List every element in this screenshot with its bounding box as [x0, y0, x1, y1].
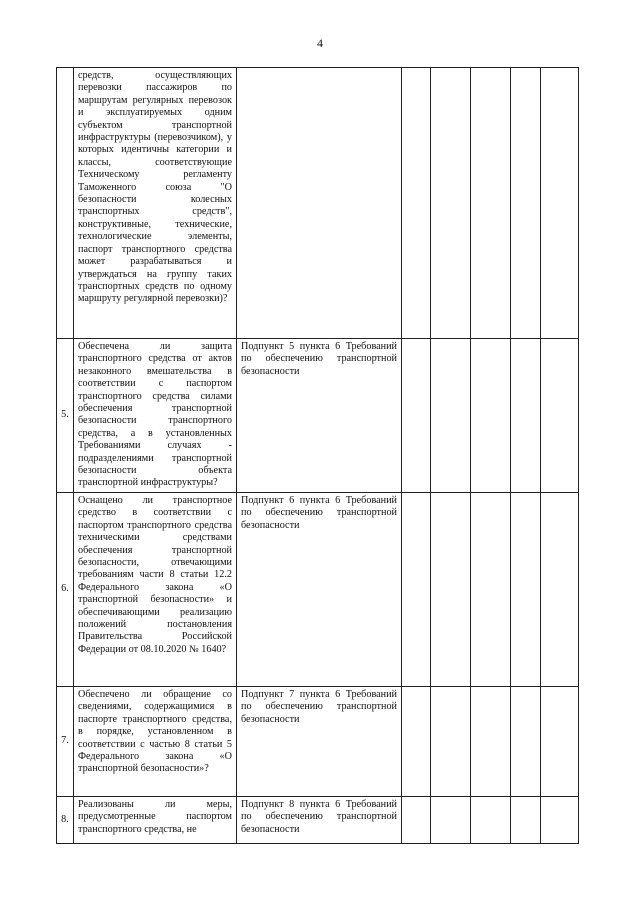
table-row: [57, 492, 579, 686]
table-cell: [431, 686, 471, 796]
table-cell: [541, 339, 579, 493]
table-cell: [402, 492, 431, 686]
table-cell: [402, 686, 431, 796]
table-row: [57, 686, 579, 796]
table-cell: [471, 492, 511, 686]
row-question: Обеспечена ли защита транспортного средства от актов незаконного вмешательства в соответствии с паспортом транспортного средства силами обеспечения транспортной безопасности транспортного средства, а в установленных Требованиями случаях - подразделениями транспортной безопасности объекта транспортной инфраструктуры?: [74, 339, 237, 493]
row-basis: Подпункт 8 пункта 6 Требований по обеспечению транспортной безопасности: [237, 796, 402, 843]
table-cell: [541, 68, 579, 339]
table-cell: [541, 796, 579, 843]
page-number: 4: [317, 36, 323, 50]
row-question: средств, осуществляющих перевозки пассажиров по маршрутам регулярных перевозок и эксплуатируемых одним субъектом транспортной инфраструктуры (перевозчиком), у которых идентичны категории и классы, соответствующие Техническому регламенту Таможенного союза "О безопасности колесных транспортных средств", конструктивные, технические, технологические элементы, паспорт транспортного средства может разрабатываться и утверждаться на группу таких транспортных средств по одному маршруту регулярной перевозки)?: [74, 68, 237, 339]
table-cell: [511, 686, 541, 796]
table-cell: [431, 492, 471, 686]
table-row: [57, 796, 579, 843]
row-basis: [237, 68, 402, 339]
row-question: Оснащено ли транспортное средство в соответствии с паспортом транспортного средства техническими средствами обеспечения транспортной безопасности, отвечающими требованиям части 8 статьи 12.2 Федерального закона «О транспортной безопасности» и обеспечивающими реализацию положений постановления Правительства Российской Федерации от 08.10.2020 № 1640?: [74, 492, 237, 686]
table-cell: [511, 339, 541, 493]
row-basis: Подпункт 7 пункта 6 Требований по обеспечению транспортной безопасности: [237, 686, 402, 796]
table-cell: [541, 686, 579, 796]
row-basis: Подпункт 6 пункта 6 Требований по обеспечению транспортной безопасности: [237, 492, 402, 686]
row-number: [57, 68, 74, 339]
table-cell: [402, 68, 431, 339]
table-cell: [471, 68, 511, 339]
table-cell: [431, 796, 471, 843]
table-cell: [471, 686, 511, 796]
table-cell: [471, 339, 511, 493]
table-row: [57, 339, 579, 493]
table-cell: [431, 339, 471, 493]
row-basis: Подпункт 5 пункта 6 Требований по обеспечению транспортной безопасности: [237, 339, 402, 493]
table-cell: [402, 339, 431, 493]
table-cell: [541, 492, 579, 686]
row-number: 8.: [57, 796, 74, 843]
row-number: 6.: [57, 492, 74, 686]
checklist-table: [56, 67, 579, 844]
row-number: 5.: [57, 339, 74, 493]
table-cell: [471, 796, 511, 843]
table-cell: [402, 796, 431, 843]
table-row: [57, 68, 579, 339]
table-cell: [511, 68, 541, 339]
row-question: Обеспечено ли обращение со сведениями, содержащимися в паспорте транспортного средства, в порядке, установленном в соответствии с частью 8 статьи 5 Федерального закона «О транспортной безопасности»?: [74, 686, 237, 796]
row-number: 7.: [57, 686, 74, 796]
table-cell: [431, 68, 471, 339]
table-cell: [511, 492, 541, 686]
table-cell: [511, 796, 541, 843]
row-question: Реализованы ли меры, предусмотренные паспортом транспортного средства, не: [74, 796, 237, 843]
